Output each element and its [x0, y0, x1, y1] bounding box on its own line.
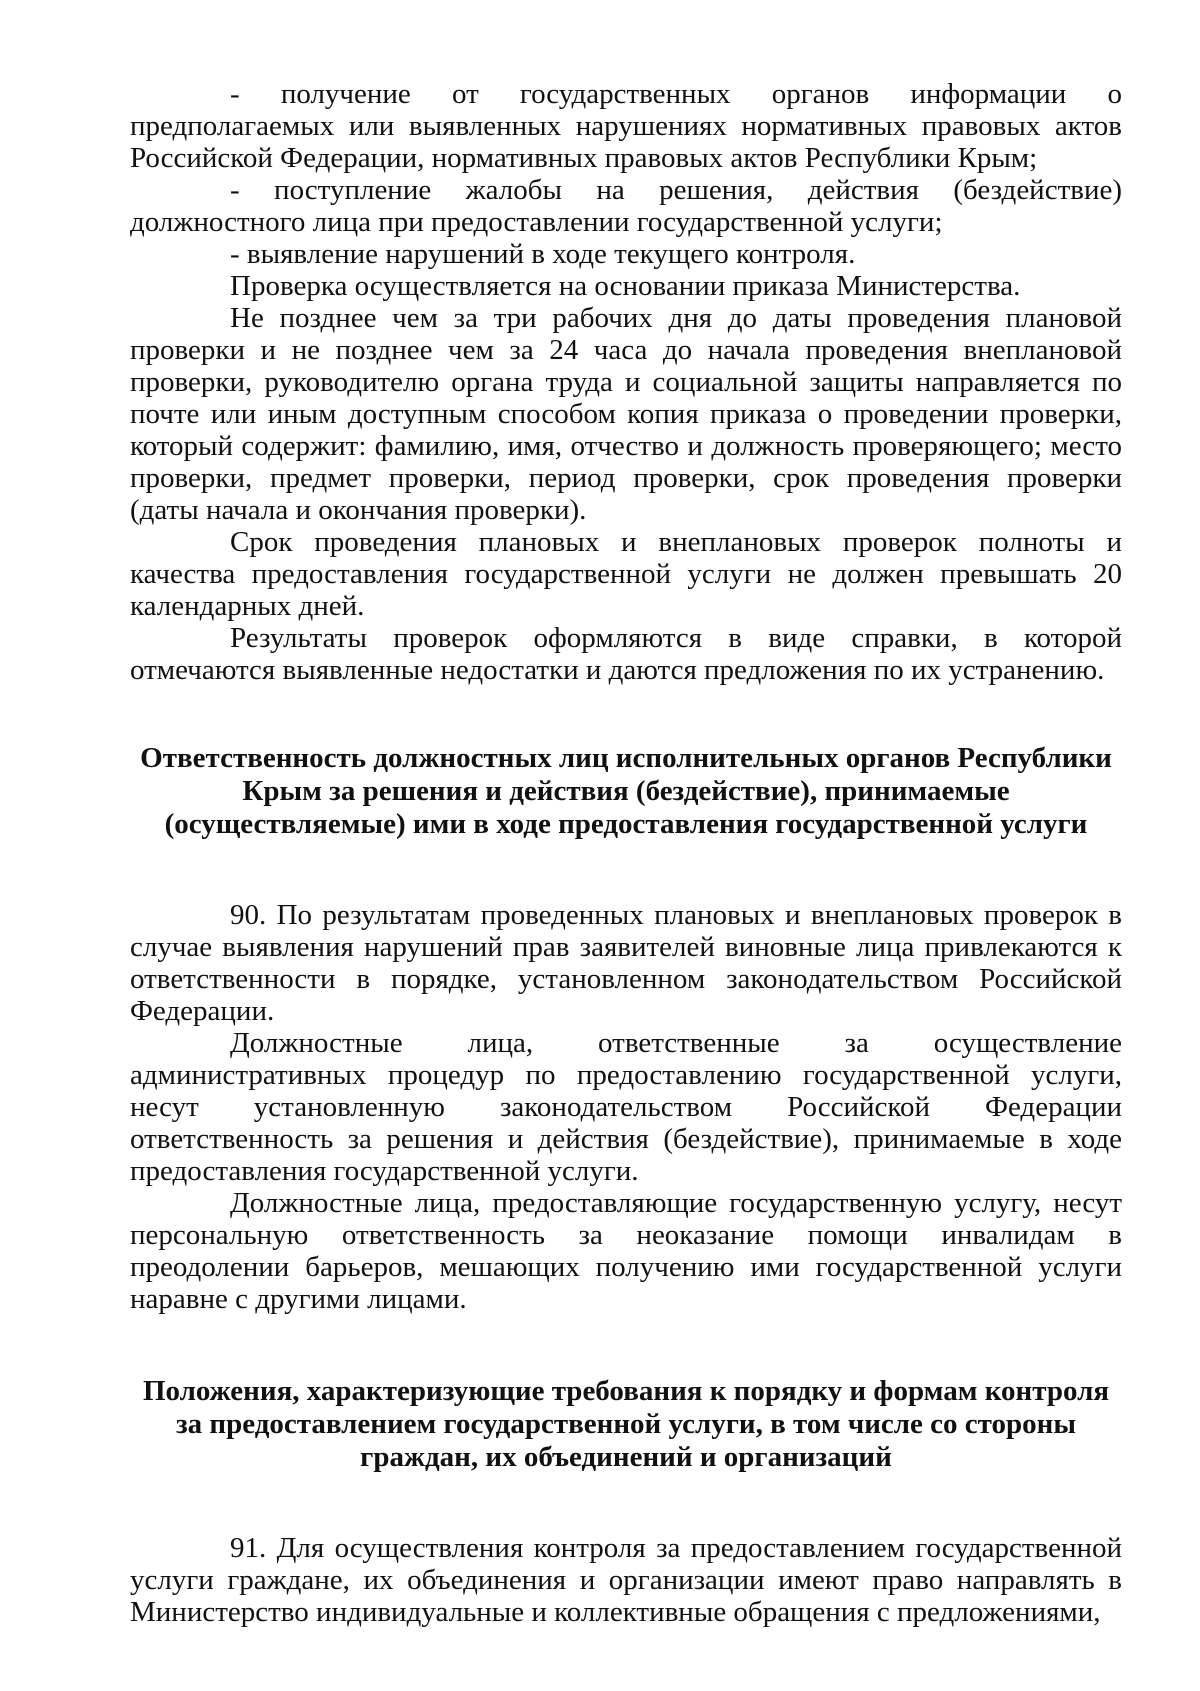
paragraph-ministry-order: Проверка осуществляется на основании приказа Министерства.: [230, 270, 1021, 302]
paragraph-disabled-assistance: Должностные лица, предоставляющие государственную услугу, несут персональную ответственность за неоказание помощи инвалидам в преодолении барьеров, мешающих получению ими государственной услуги наравне с другими лицами.: [130, 1187, 1122, 1315]
paragraph-complaint: - поступление жалобы на решения, действия (бездействие) должностного лица при предоставлении государственной услуги;: [130, 174, 1122, 238]
paragraph-90: 90. По результатам проведенных плановых и внеплановых проверок в случае выявления нарушений прав заявителей виновные лица привлекаются к ответственности в порядке, установленном законодательством Российской Федерации.: [130, 899, 1122, 1027]
paragraph-91: 91. Для осуществления контроля за предоставлением государственной услуги граждане, их объединения и организации имеют право направлять в Министерство индивидуальные и коллективные обращения с предложениями,: [130, 1532, 1122, 1628]
document-page: [130, 78, 1122, 1628]
paragraph-officials-responsibility: Должностные лица, ответственные за осуществление административных процедур по предоставлению государственной услуги, несут установленную законодательством Российской Федерации ответственность за решения и действия (бездействие), принимаемые в ходе предоставления государственной услуги.: [130, 1027, 1122, 1187]
section-heading-control-requirements: Положения, характеризующие требования к порядку и формам контроля за предоставлением государственной услуги, в том числе со стороны граждан, их объединений и организаций: [142, 1375, 1110, 1473]
paragraph-inspection-term: Срок проведения плановых и внеплановых проверок полноты и качества предоставления государственной услуги не должен превышать 20 календарных дней.: [130, 526, 1122, 622]
paragraph-current-control: - выявление нарушений в ходе текущего контроля.: [230, 238, 856, 270]
paragraph-inspection-results: Результаты проверок оформляются в виде справки, в которой отмечаются выявленные недостатки и даются предложения по их устранению.: [130, 622, 1122, 686]
paragraph-info-from-state-bodies: - получение от государственных органов информации о предполагаемых или выявленных нарушениях нормативных правовых актов Российской Федерации, нормативных правовых актов Республики Крым;: [130, 78, 1122, 174]
paragraph-notice-of-inspection: Не позднее чем за три рабочих дня до даты проведения плановой проверки и не позднее чем за 24 часа до начала проведения внеплановой проверки, руководителю органа труда и социальной защиты направляется по почте или иным доступным способом копия приказа о проведении проверки, который содержит: фамилию, имя, отчество и должность проверяющего; место проверки, предмет проверки, период проверки, срок проведения проверки (даты начала и окончания проверки).: [130, 302, 1122, 526]
section-heading-responsibility: Ответственность должностных лиц исполнительных органов Республики Крым за решения и действия (бездействие), принимаемые (осуществляемые) ими в ходе предоставления государственной услуги: [140, 742, 1112, 840]
